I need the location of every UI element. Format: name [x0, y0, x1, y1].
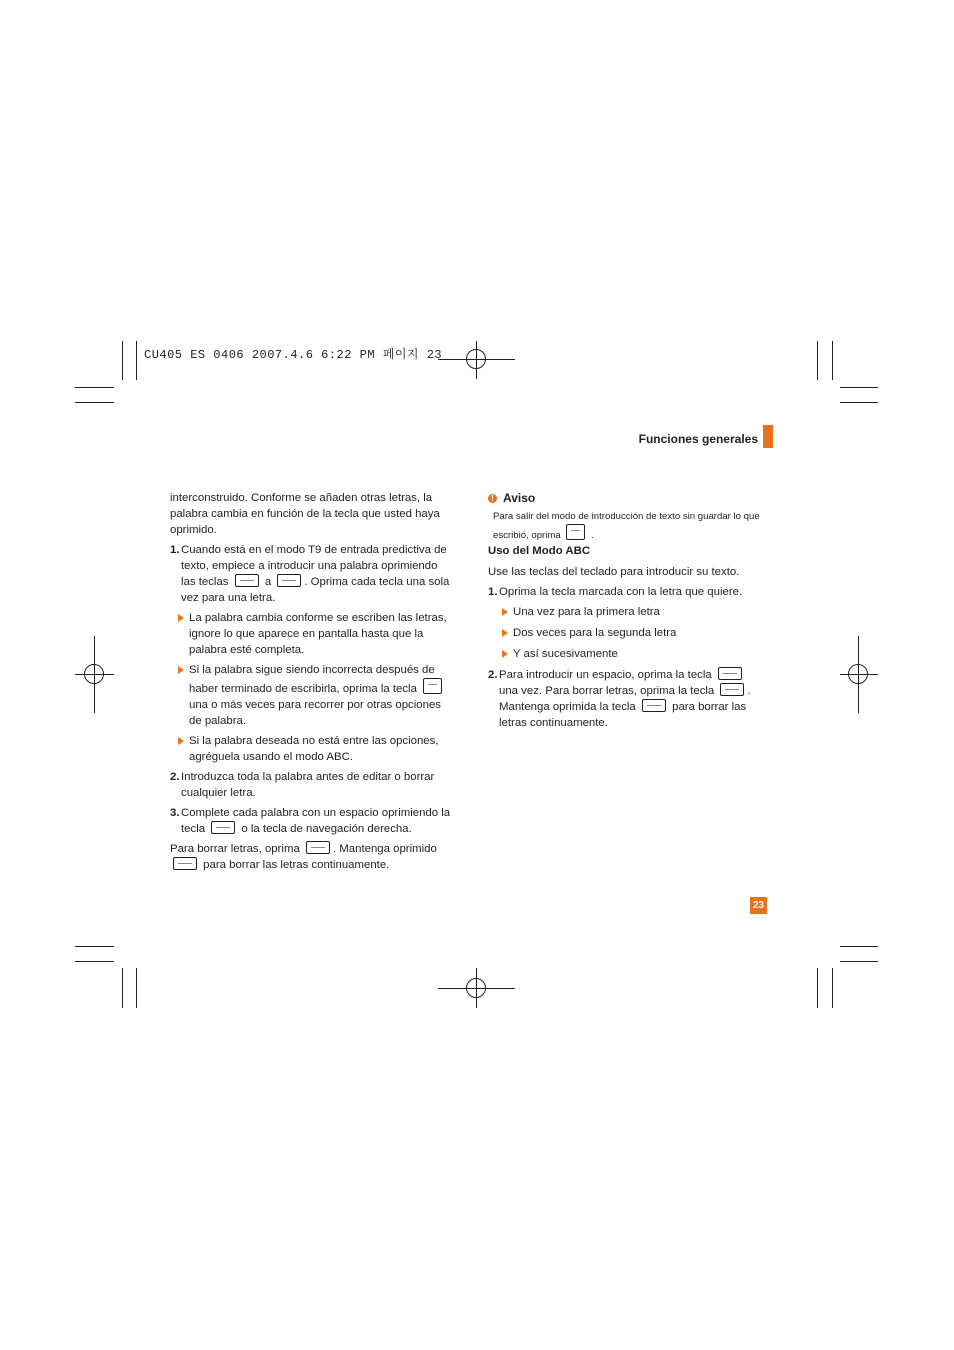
bullet-item [170, 662, 455, 729]
numbered-item-1 [170, 542, 455, 606]
item-text: una vez. Para borrar letras, oprima la tecla [499, 685, 715, 697]
abc-intro: Use las teclas del teclado para introducir su texto. [488, 566, 740, 578]
item-text: Para introducir un espacio, oprima la tecla [499, 669, 712, 681]
bullet-text: una o más veces para recorrer por otras opciones de palabra. [189, 699, 441, 727]
item-text: o la tecla de navegación derecha. [241, 823, 412, 835]
erase-paragraph [170, 841, 455, 873]
triangle-bullet-icon [502, 625, 513, 642]
triangle-bullet-icon [178, 662, 189, 729]
zero-space-key-icon [211, 821, 235, 834]
warning-icon: ! [488, 494, 497, 503]
print-slug: CU405 ES 0406 2007.4.6 6:22 PM 페이지 23 [144, 348, 443, 362]
numbered-item-2 [170, 769, 455, 801]
item-text: Cuando está en el modo T9 de entrada predictiva de texto, empiece a introducir una palabra oprimiendo las teclas [181, 544, 447, 588]
triangle-bullet-icon [178, 610, 189, 658]
abc-numbered-item-2 [488, 667, 763, 731]
aviso-body [488, 509, 763, 543]
item-text: . [747, 685, 751, 697]
bullet-text: La palabra cambia conforme se escriben las letras, ignore lo que aparece en pantalla hasta que la palabra esté completa. [189, 612, 447, 656]
right-column [488, 490, 763, 731]
aviso-text: . [591, 530, 594, 541]
item-text: Mantenga oprimida la tecla [499, 701, 636, 713]
bullet-text: Una vez para la primera letra [513, 606, 660, 618]
item-text: . Oprima cada tecla una sola vez para una letra. [181, 576, 450, 604]
item-text: Complete cada palabra con un espacio oprimiendo la tecla [181, 807, 451, 835]
bullet-item [488, 625, 763, 642]
item-number: 2. [170, 771, 180, 783]
erase-text: para borrar las letras continuamente. [203, 859, 390, 871]
erase-text: Para borrar letras, oprima [170, 843, 300, 855]
star-key-icon [423, 678, 442, 694]
item-text: a [264, 576, 272, 588]
intro-paragraph: interconstruido. Conforme se añaden otras letras, la palabra cambia en función de la tecla que usted haya oprimido. [170, 492, 440, 536]
aviso-title: Aviso [503, 491, 536, 505]
section-title: Funciones generales [638, 432, 758, 446]
bullet-text: Si la palabra deseada no está entre las opciones, agréguela usando el modo ABC. [189, 735, 439, 763]
aviso-heading [488, 490, 763, 506]
clear-key-icon [642, 699, 666, 712]
bullet-text: Si la palabra sigue siendo incorrecta después de haber terminado de escribirla, oprima la tecla [189, 664, 435, 695]
bullet-item [488, 604, 763, 621]
bullet-text: Dos veces para la segunda letra [513, 627, 677, 639]
triangle-bullet-icon [502, 604, 513, 621]
end-call-key-icon [566, 524, 585, 540]
bullet-text: Y así sucesivamente [513, 648, 618, 660]
bullet-item [170, 733, 455, 765]
triangle-bullet-icon [178, 733, 189, 765]
item-number: 3. [170, 807, 180, 819]
page-number: 23 [750, 897, 767, 914]
bullet-item [170, 610, 455, 658]
left-column [170, 490, 455, 873]
item-number: 1. [170, 544, 180, 556]
erase-text: . Mantenga oprimido [332, 843, 437, 855]
clear-key-icon [173, 857, 197, 870]
item-number: 2. [488, 669, 498, 681]
triangle-bullet-icon [502, 646, 513, 663]
item-text: Introduzca toda la palabra antes de editar o borrar cualquier letra. [181, 771, 435, 799]
subheading: Uso del Modo ABC [488, 545, 591, 557]
2abc-key-icon [235, 574, 259, 587]
zero-space-key-icon [718, 667, 742, 680]
clear-key-icon [306, 841, 330, 854]
item-text: Oprima la tecla marcada con la letra que quiere. [499, 586, 743, 598]
item-text: para borrar las letras continuamente. [499, 701, 747, 729]
abc-numbered-item-1 [488, 584, 763, 600]
bullet-item [488, 646, 763, 663]
aviso-text: Para salir del modo de introducción de texto sin guardar lo que escribió, oprima [493, 511, 760, 541]
clear-key-icon [720, 683, 744, 696]
item-number: 1. [488, 586, 498, 598]
9wxyz-key-icon [277, 574, 301, 587]
section-tab-marker [763, 425, 773, 448]
numbered-item-3 [170, 805, 455, 837]
